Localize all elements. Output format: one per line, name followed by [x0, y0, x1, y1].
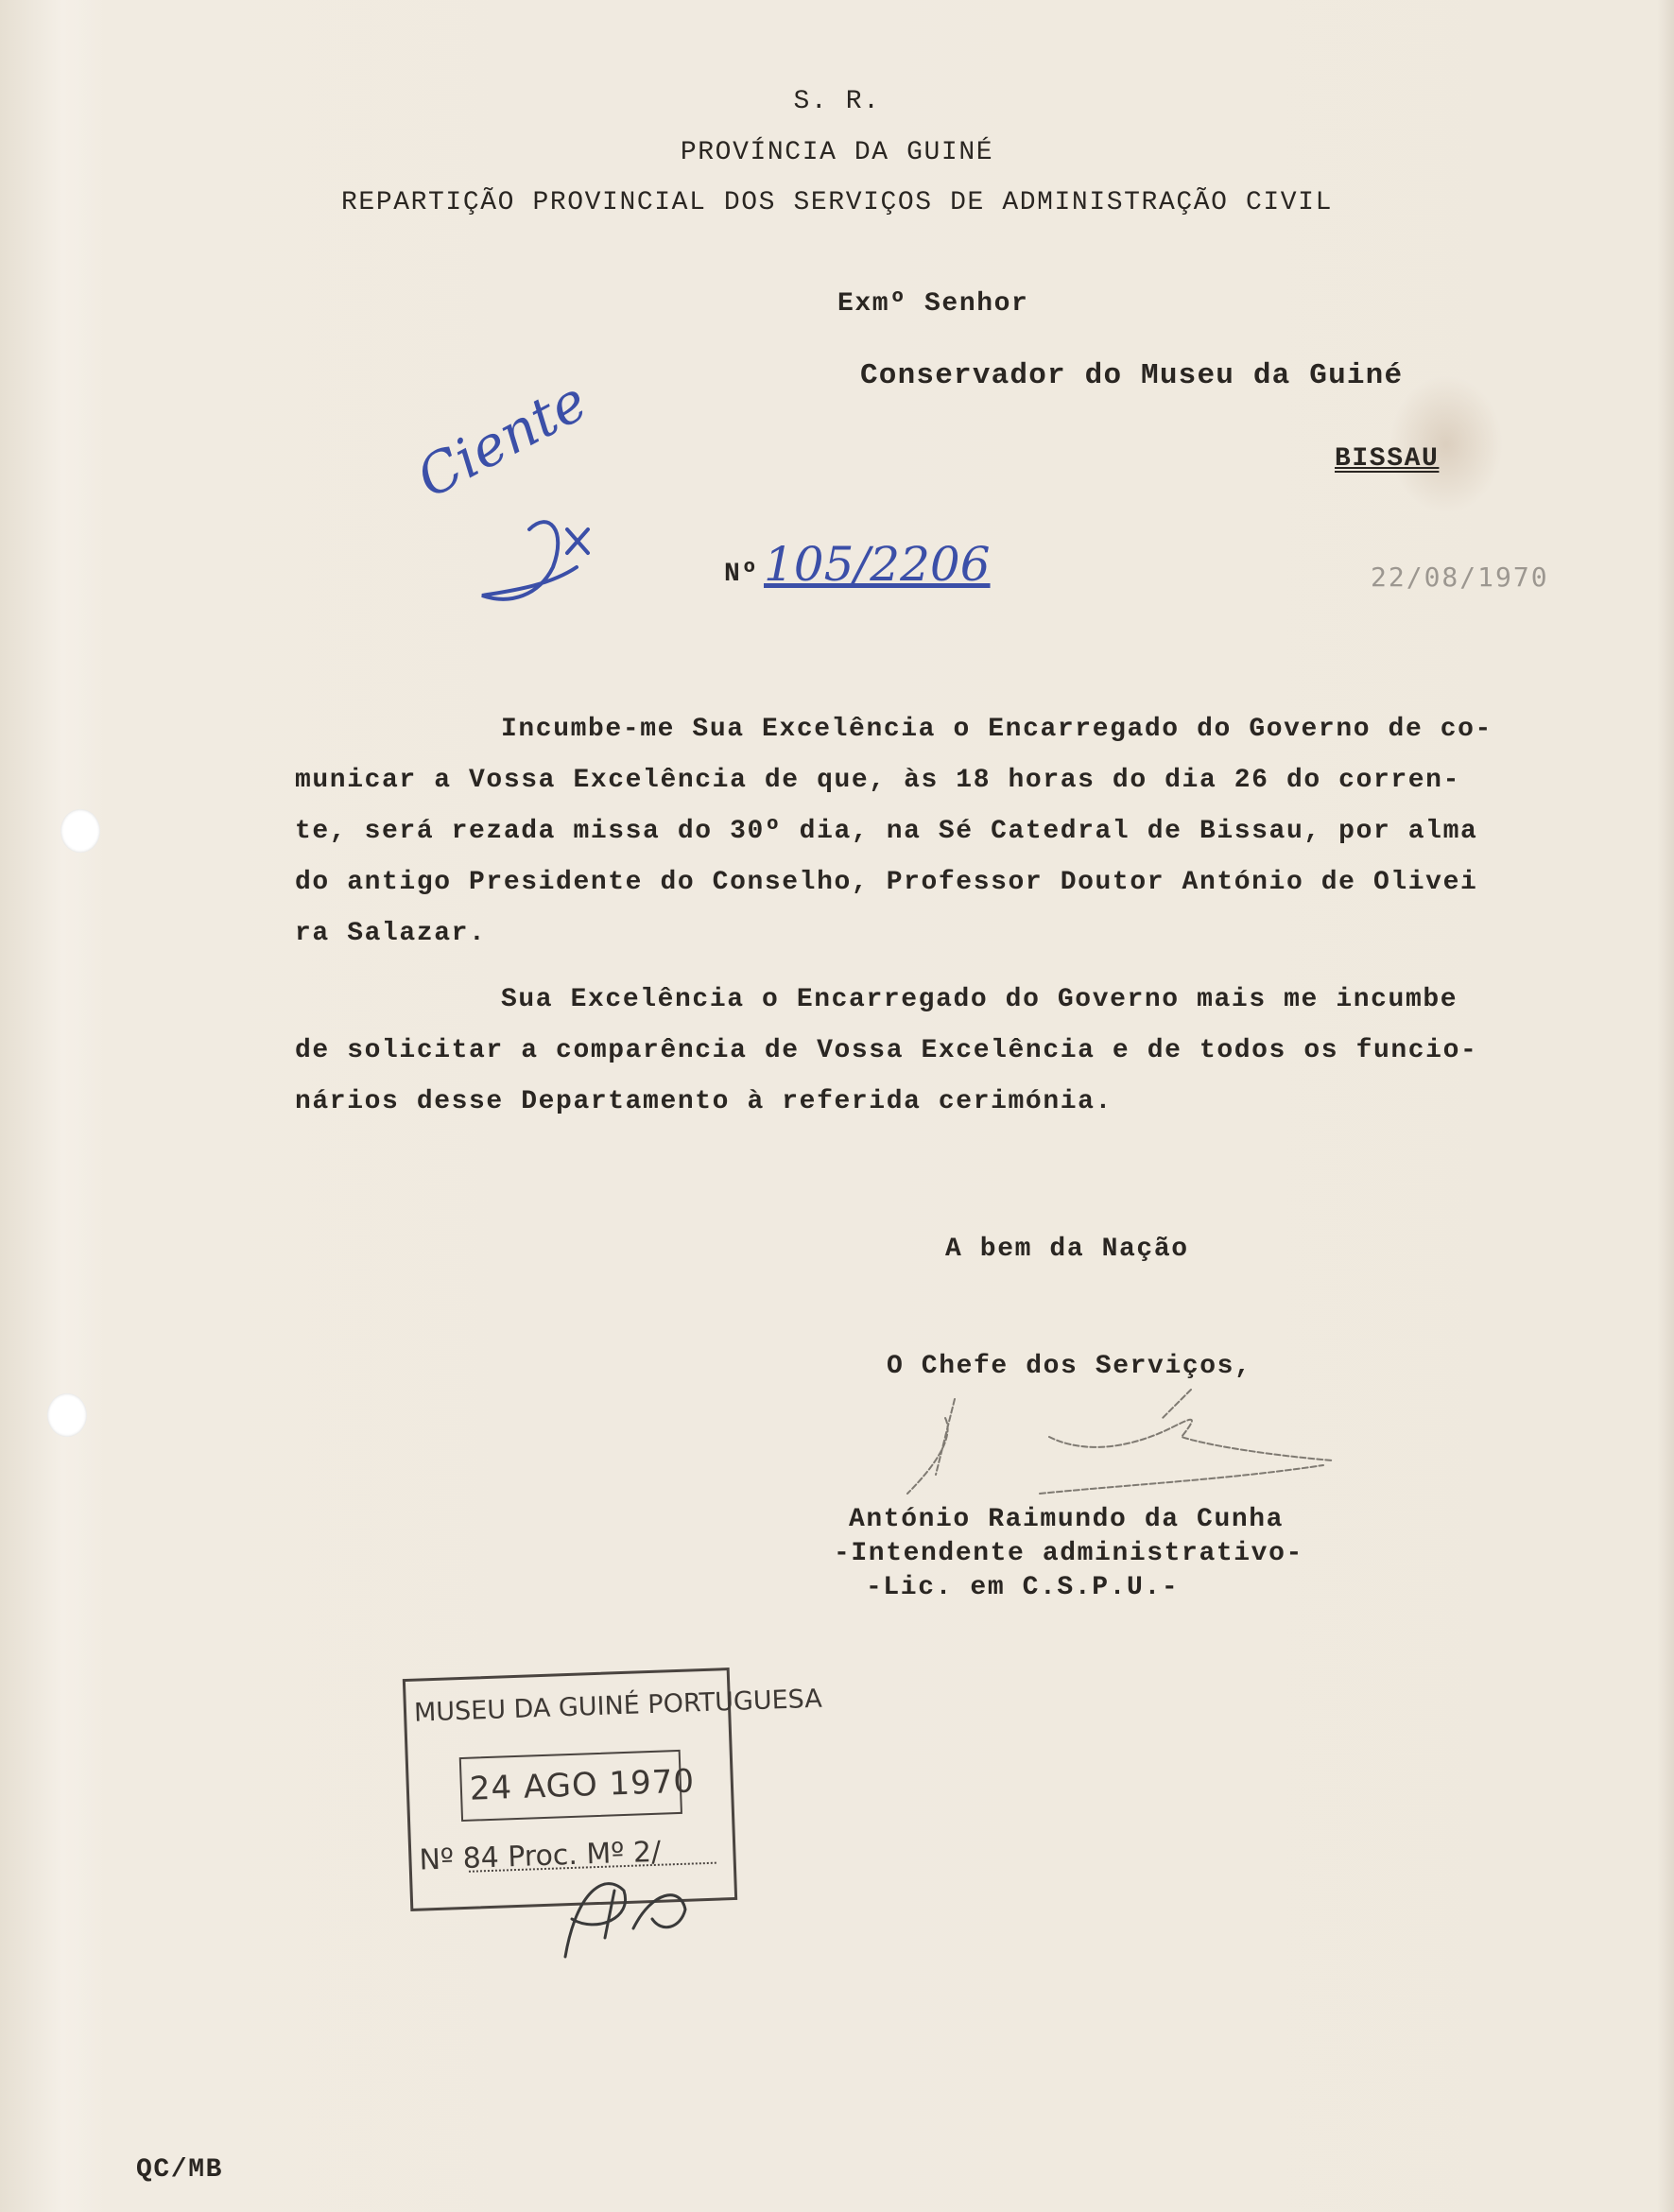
body-p2-line1: Sua Excelência o Encarregado do Governo mais me incumbe: [501, 985, 1458, 1014]
body-p1-line3: te, será rezada missa do 30º dia, na Sé Catedral de Bissau, por alma: [295, 817, 1478, 846]
body-p1-line2: municar a Vossa Excelência de que, às 18 horas do dia 26 do corren-: [295, 766, 1460, 795]
body-p2-line3: nários desse Departamento à referida cerimónia.: [295, 1087, 1113, 1116]
header-sr: S. R.: [793, 87, 881, 116]
signatory-name: António Raimundo da Cunha: [849, 1505, 1285, 1534]
header-department: REPARTIÇÃO PROVINCIAL DOS SERVIÇOS DE ADMINISTRAÇÃO CIVIL: [341, 188, 1333, 217]
stamp-title: MUSEU DA GUINÉ PORTUGUESA: [413, 1684, 823, 1728]
salutation: Exmº Senhor: [837, 289, 1029, 319]
stamp-handwritten-initials: [565, 1884, 685, 1957]
typist-initials: QC/MB: [136, 2155, 224, 2185]
body-p1-line5: ra Salazar.: [295, 919, 487, 948]
marginal-initial-mark: [482, 522, 588, 599]
chief-signature: [907, 1390, 1333, 1494]
marginal-note-ciente: Ciente: [406, 368, 597, 511]
body-p1-line1: Incumbe-me Sua Excelência o Encarregado do Governo de co-: [501, 715, 1493, 744]
stamp-number: Nº 84 Proc. Mº 2/: [418, 1835, 662, 1877]
signatory-position: -Intendente administrativo-: [834, 1539, 1303, 1568]
addressee-title: Conservador do Museu da Guiné: [860, 359, 1404, 392]
signatory-qualification: -Lic. em C.S.P.U.-: [866, 1573, 1180, 1602]
reference-number: 105/2206: [764, 537, 991, 592]
stamp-date: 24 AGO 1970: [469, 1762, 696, 1808]
body-p1-line4: do antigo Presidente do Conselho, Professor Doutor António de Olivei: [295, 868, 1478, 897]
addressee-city: BISSAU: [1335, 444, 1440, 474]
closing-motto: A bem da Nação: [945, 1235, 1189, 1264]
body-p2-line2: de solicitar a comparência de Vossa Excelência e de todos os funcio-: [295, 1036, 1478, 1065]
received-date-stamp: 22/08/1970: [1371, 562, 1549, 593]
reference-prefix: Nº: [724, 560, 759, 589]
closing-role: O Chefe dos Serviços,: [887, 1352, 1252, 1381]
header-province: PROVÍNCIA DA GUINÉ: [680, 138, 994, 167]
